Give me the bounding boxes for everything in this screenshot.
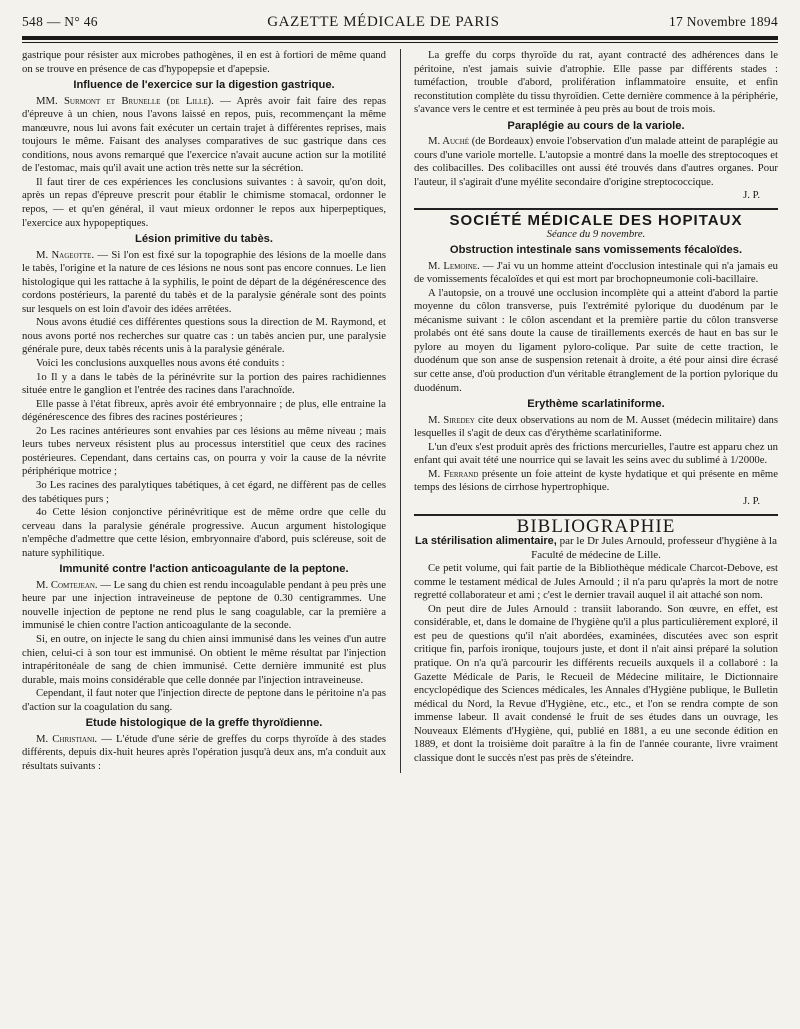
paragraph: Elle passe à l'état fibreux, après avoir été embryonnaire ; de plus, elle entraine la dégénérescence des fibres des racines postérieures ; [22, 397, 386, 424]
running-head [22, 14, 778, 31]
paragraph: M. Nageotte. — Si l'on est fixé sur la topographie des lésions de la moelle dans le tabès, l'origine et la nature de ces lésions ne nous sont pas encore connues. Le lien histologique qui les rattache à la syphilis, le point de départ de la dégénérescence des cordons postérieurs, la parenté du tabès et de la paralysie générale sont des points sur lesquels on est loin d'avoir des idées arrêtées. [22, 248, 386, 315]
paragraph: MM. Surmont et Brunelle (de Lille). — Après avoir fait faire des repas d'épreuve à un chien, nous l'avons laissé en repos, puis, recommençant la même manœuvre, nous lui avons fait exécuter un certain trajet à différentes reprises, mais toujours le même. Faisant des analyses comparatives de suc gastrique dans ces conditions, nous avons remarqué que l'exercice n'avait aucune action sur la motilité de l'estomac, mais qu'il avait une action très nette sur la sécrétion. [22, 94, 386, 175]
author-name: M. Siredey [428, 413, 475, 426]
author-name: M. Comtejean. [36, 578, 98, 591]
society-title: SOCIÉTÉ MÉDICALE DES HOPITAUX [449, 212, 743, 230]
paragraph: Voici les conclusions auxquelles nous avons été conduits : [36, 357, 285, 370]
header-rule-thin [22, 42, 778, 43]
section-rule [414, 208, 778, 210]
paragraph: 3o Les racines des paralytiques tabétiques, à cet égard, ne diffèrent pas de celles des tabétiques purs ; [22, 478, 386, 505]
left-column [22, 49, 386, 773]
paragraph: Si, en outre, on injecte le sang du chien ainsi immunisé dans les veines d'un autre chien, celui-ci à son tour est immunisé. On obtient le même résultat par l'injection intrapéritonéale de sang de chien immunisé. Cette dernière immunité est plus durable, mais moins considérable que celle donnée par l'injection intraveineuse. [22, 632, 386, 686]
paragraph: 2o Les racines antérieures sont envahies par ces lésions au même niveau ; mais leurs tubes nerveux résistent plus au processus interstitiel que ceux des racines postérieures. Cependant, dans certains cas, on pourra y voir la cause de la névrite périphérique motrice ; [22, 424, 386, 478]
section-title: Immunité contre l'action anticoagulante de la peptone. [59, 563, 349, 576]
paragraph: M. Auché (de Bordeaux) envoie l'observation d'un malade atteint de paraplégie au cours d'une variole mortelle. L'autopsie a montré dans la moelle des streptocoques et des colibacilles. Des colibacilles ont aussi été trouvés dans d'autres organes. Pour l'auteur, il s'agirait d'une myélite secondaire d'origine streptococcique. [414, 135, 779, 188]
right-column [414, 49, 778, 773]
author-name: M. Christiani. [36, 732, 98, 745]
paragraph: L'un d'eux s'est produit après des frictions mercurielles, l'autre est apparu chez un enfant qui avait tété une nourrice qui se lavait les seins avec du sublimé à 1/2000e. [414, 440, 778, 467]
paragraph: On peut dire de Jules Arnould : transiit laborando. Son œuvre, en effet, est considérable, et, dans le domaine de l'hygiène qu'il a plus particulièrement exploré, il est peu de questions qu'il n'ait abordées, examinées, discutées avec son esprit critique fin, parfois ironique, toujours juste, et dont il n'ait ainsi préparé la solution pratique. On n'a qu'à parcourir les différents recueils auxquels il a collaboré : la Gazette Médicale de Paris, le Recueil de Médecine militaire, le Dictionnaire encyclopédique des Sciences médicales, les Annales d'Hygiène publique, le Bulletin médical du Nord, la Revue d'Hygiène, etc., etc., et l'on se rendra compte de son immense labeur. Il avait condensé le fruit de ses études dans un ouvrage, les Nouveaux Eléments d'Hygiène, qui, publié en 1881, a eu une seconde édition en 1889, et dont la troisième doit paraître à la fin de l'année courante, livre vraiment classique dont le succès n'est pas près de s'éteindre. [414, 602, 778, 764]
section-title: Etude histologique de la greffe thyroïdienne. [85, 717, 323, 730]
journal-title: GAZETTE MÉDICALE DE PARIS [267, 14, 500, 30]
signature: J. P. [743, 494, 760, 507]
author-name: MM. Surmont et Brunelle (de Lille). [36, 94, 214, 107]
bibliography-book-heading: La stérilisation alimentaire, par le Dr Jules Arnould, professeur d'hygiène à la Faculté de médecine de Lille. [415, 535, 777, 561]
author-name: M. Lemoine. [428, 259, 480, 272]
paragraph: M. Ferrand présente un foie atteint de kyste hydatique et qui présente en même temps des lésions de cirrhose hypertrophique. [414, 467, 778, 494]
author-name: M. Auché [428, 135, 470, 148]
paragraph: M. Christiani. — L'étude d'une série de greffes du corps thyroïde à des stades différents, depuis dix-huit heures après l'opération jusqu'à deux ans, m'a conduit aux résultats suivants : [22, 732, 386, 772]
bibliography-title: BIBLIOGRAPHIE [516, 515, 676, 537]
paragraph: M. Lemoine. — J'ai vu un homme atteint d'occlusion intestinale qui n'a jamais eu de vomissements fécaloïdes et qui est mort par brochopneumonie coli-bacillaire. [414, 259, 779, 286]
section-title: Erythème scarlatiniforme. [527, 398, 665, 411]
paragraph: Il faut tirer de ces expériences les conclusions suivantes : à savoir, qu'on doit, après un repas d'épreuve prescrit pour établir le chimisme stomacal, ordonner le repos, — et qu'en général, il vaut mieux ordonner le repos aux hiperpeptiques, l'exercice aux hypopeptiques. [22, 175, 386, 229]
paragraph: Cependant, il faut noter que l'injection directe de peptone dans le péritoine n'a pas d'action sur la coagulation du sang. [22, 687, 386, 713]
paragraph: 4o Cette lésion conjonctive périnévritique est de même ordre que celle du cerveau dans la paralysie générale progressive. Aucun argument histologique n'empêche d'admettre que cette lésion, embryonnaire d'abord, puis scléreuse, soit de nature syphilitique. [22, 506, 386, 559]
section-title: Obstruction intestinale sans vomissements fécaloïdes. [449, 244, 743, 257]
paragraph: 1o Il y a dans le tabès de la périnévrite sur la portion des paires rachidiennes située entre le ganglion et l'entrée des racines dans l'arachnoïde. [22, 370, 386, 397]
paragraph: La greffe du corps thyroïde du rat, ayant contracté des adhérences dans le péritoine, n'est jamais suivie d'atrophie. Elle passe par différents stades : tuméfaction, trouble d'abord, prolifération inflammatoire ensuite, et enfin reconstitution complète du tissu thyroïdien. Cette dernière commence à la périphérie, s'avance vers le centre et est terminée à peu près au bout de trois mois. [414, 49, 778, 116]
paragraph: Ce petit volume, qui fait partie de la Bibliothèque médicale Charcot-Debove, est comme le testament médical de Jules Arnould ; il n'a paru qu'après la mort de notre regretté collaborateur et ami ; c'est le dernier travail auquel il ait attaché son nom. [414, 562, 778, 602]
two-column-body [22, 49, 778, 773]
paragraph: gastrique pour résister aux microbes pathogènes, il en est à fortiori de même quand on se trouve en présence de cas d'hypopepsie et d'apepsie. [22, 49, 386, 75]
section-title: Influence de l'exercice sur la digestion gastrique. [73, 79, 335, 92]
paragraph: M. Siredey cite deux observations au nom de M. Ausset (médecin militaire) dans lesquelles il s'agit de deux cas d'érythème scarlatiniforme. [414, 413, 778, 440]
seance-date: Séance du 9 novembre. [546, 227, 646, 240]
page-number: 548 — N° 46 [22, 14, 98, 29]
author-name: M. Ferrand [428, 467, 479, 480]
section-title: Lésion primitive du tabès. [134, 233, 273, 246]
column-divider [400, 49, 401, 773]
issue-date: 17 Novembre 1894 [668, 14, 778, 29]
paragraph: M. Comtejean. — Le sang du chien est rendu incoagulable pendant à peu près une heure par une injection intraveineuse de peptone de 0.30 centigrammes. Une nouvelle injection de peptone ne rend plus le sang coagulable, car la première a immunisé le chien contre l'action anticoagulante de la seconde. [22, 578, 386, 632]
paragraph: Nous avons étudié ces différentes questions sous la direction de M. Raymond, et nous avons porté nos recherches sur quatre cas : un tabès ancien pur, une paralysie générale pure, deux tabès récents unis à la paralysie générale. [22, 316, 386, 356]
author-name: M. Nageotte. [36, 248, 95, 261]
paragraph: A l'autopsie, on a trouvé une occlusion incomplète qui a atteint d'abord la partie moyenne du côlon transverse, puis l'extrémité pylorique du duodénum par le mécanisme suivant : le côlon ascendant et la première partie du côlon transverse prolabés ont été sans doute la cause de tiraillements exercés de haut en bas sur le pylore au moyen du ligament pyloro-colique. Par suite de cette traction, le duodénum que son anse de suspension retenait à droite, a été pour ainsi dire écrasé sur cette anse, d'où production d'un véritable étranglement de la portion pylorique du duodénum. [414, 286, 778, 394]
header-rule-thick [22, 36, 778, 40]
signature: J. P. [743, 189, 760, 202]
section-title: Paraplégie au cours de la variole. [507, 119, 685, 132]
book-title: La stérilisation alimentaire, [415, 535, 557, 548]
